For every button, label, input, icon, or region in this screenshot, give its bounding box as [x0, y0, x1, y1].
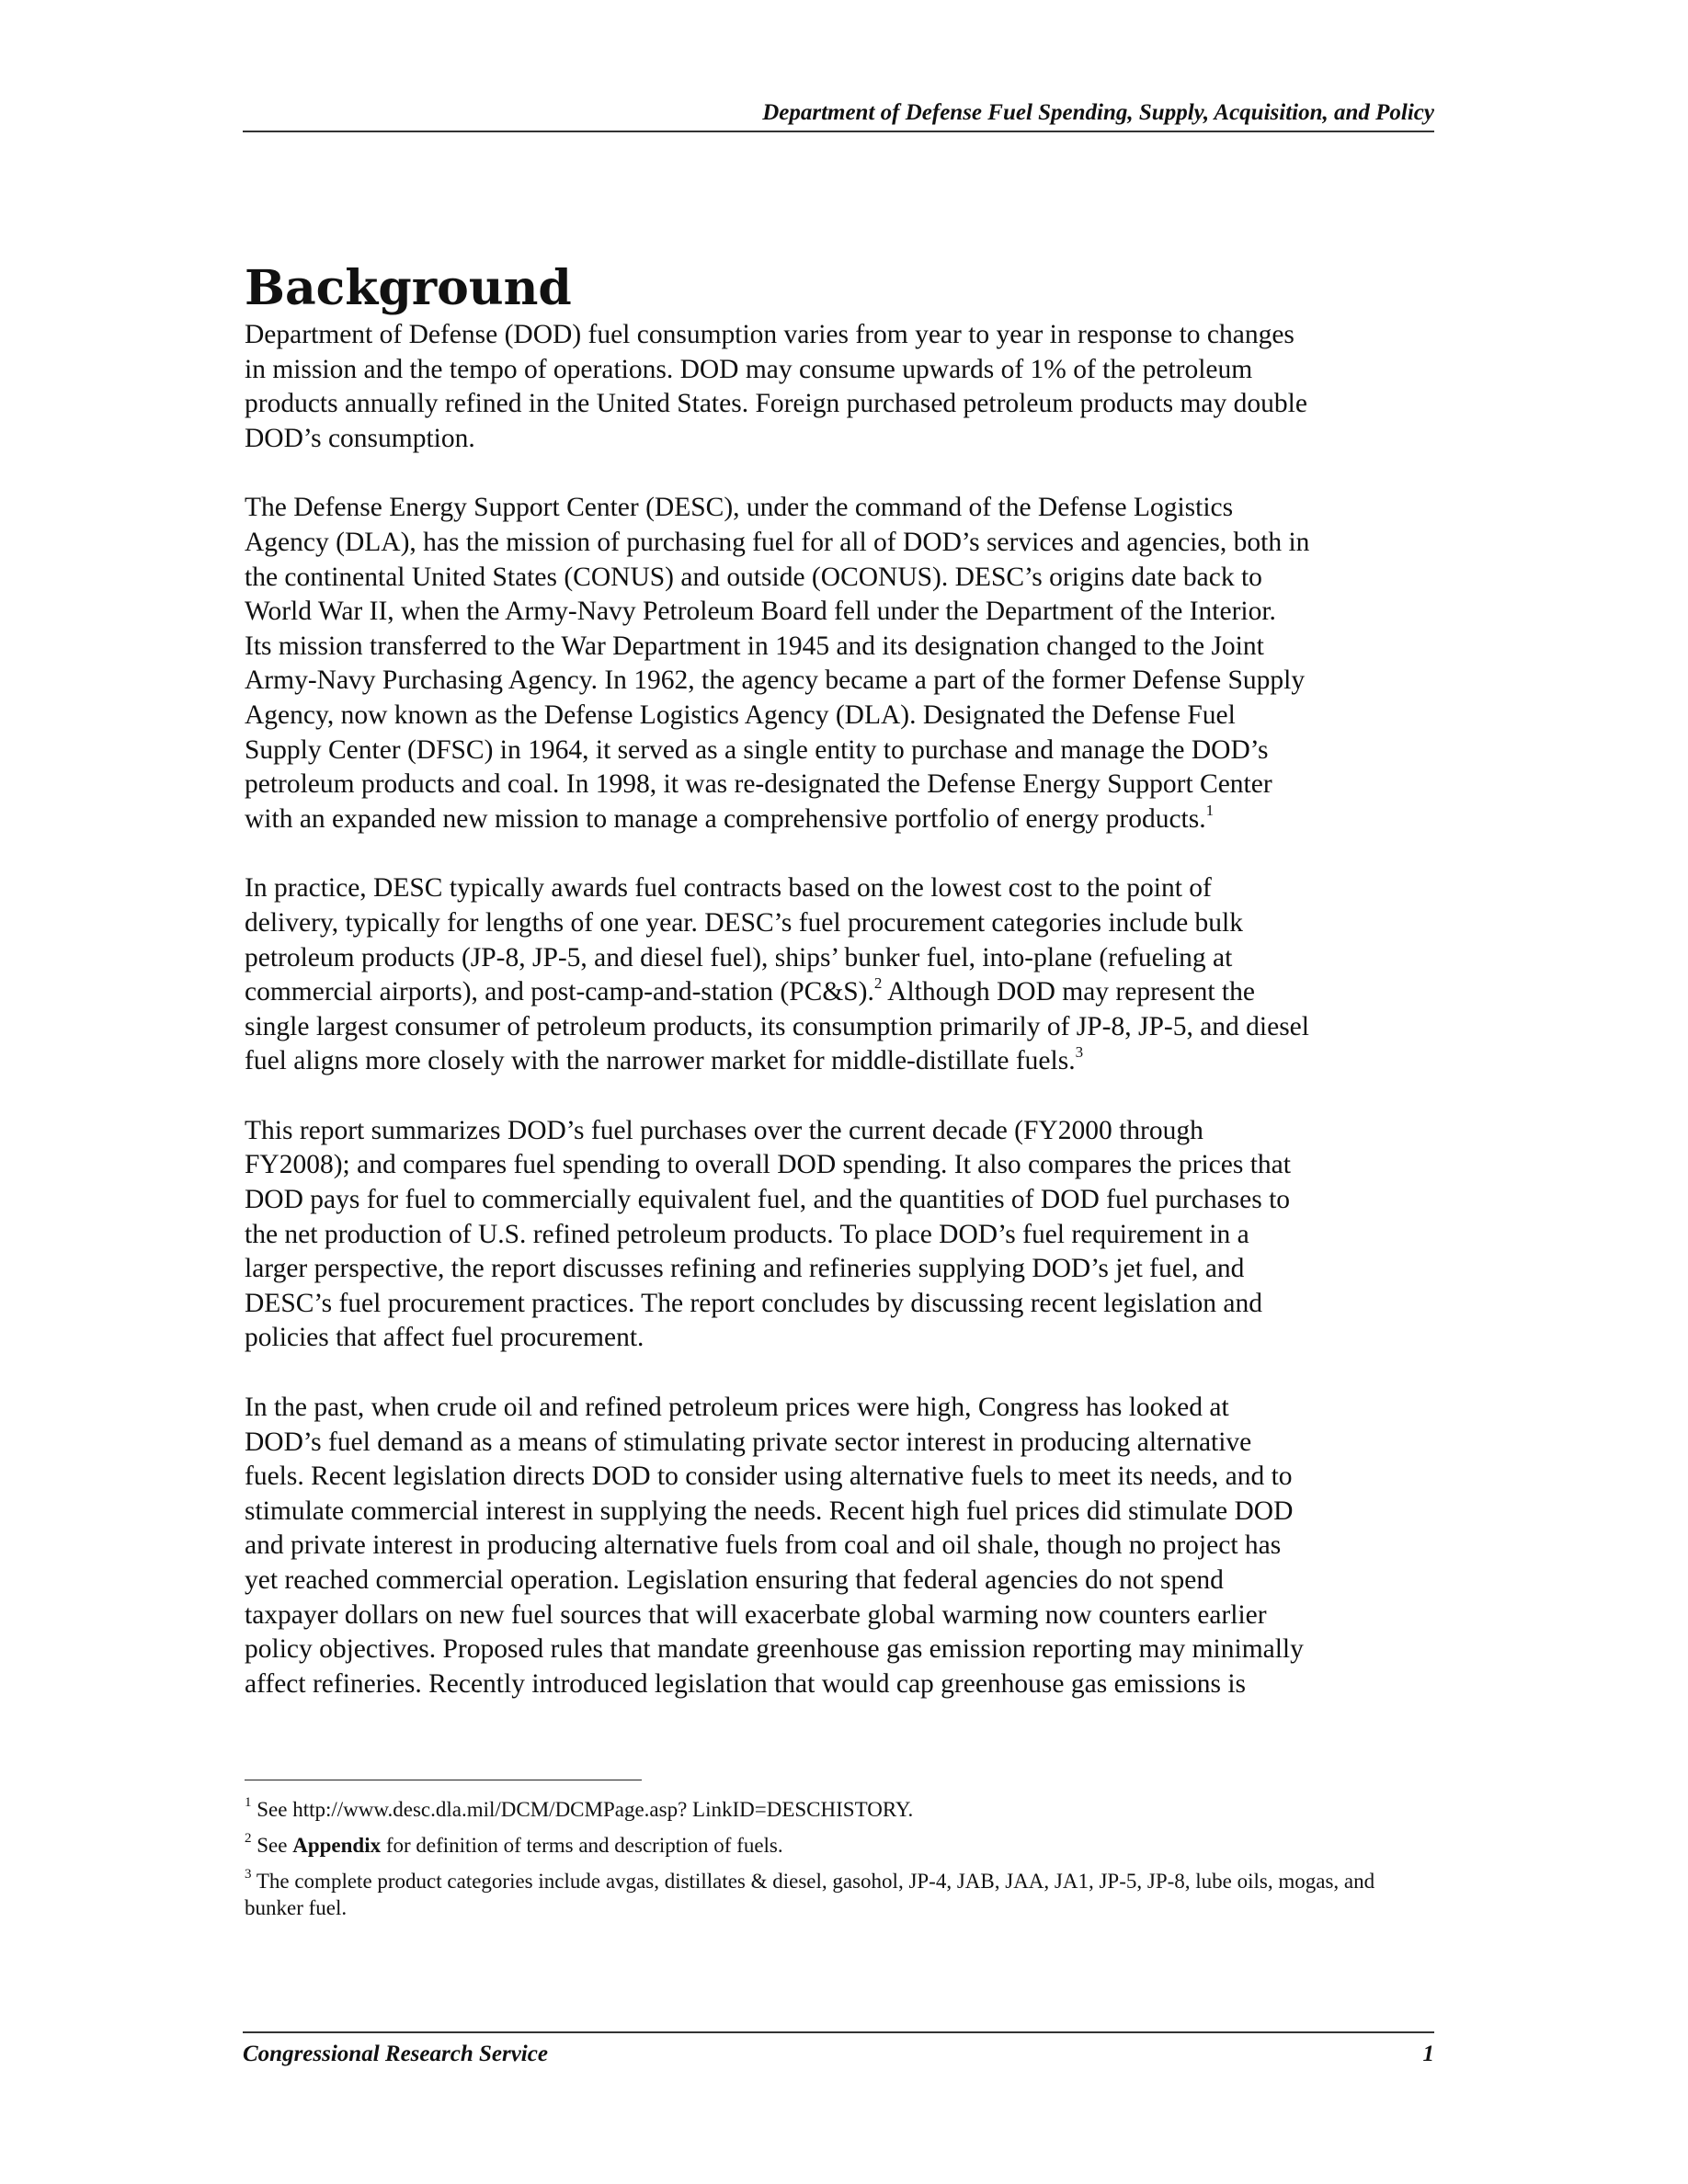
footnotes: [245, 1796, 1434, 1930]
text-line: the continental United States (CONUS) and outside (OCONUS). DESC’s origins date back to: [245, 562, 1262, 592]
text-line: Agency, now known as the Defense Logistics Agency (DLA). Designated the Defense Fuel: [245, 700, 1236, 730]
body-text: [245, 318, 1434, 1736]
text-line: World War II, when the Army-Navy Petroleum Board fell under the Department of the Interior.: [245, 597, 1276, 627]
paragraph-3: [245, 871, 1434, 1079]
footnote-2: [245, 1832, 1434, 1859]
text-line: petroleum products (JP-8, JP-5, and diesel fuel), ships’ bunker fuel, into-plane (refueling at: [245, 942, 1233, 973]
text-line: single largest consumer of petroleum products, its consumption primarily of JP-8, JP-5, and diesel: [245, 1011, 1309, 1041]
appendix-reference[interactable]: Appendix: [292, 1834, 382, 1857]
footnote-1: [245, 1796, 1434, 1823]
footnote-number: 3: [245, 1867, 252, 1883]
text-line: Agency (DLA), has the mission of purchasing fuel for all of DOD’s services and agencies, both in: [245, 527, 1310, 557]
footnote-ref-3[interactable]: 3: [1075, 1043, 1084, 1062]
footnote-3: [245, 1868, 1434, 1921]
text-line: products annually refined in the United States. Foreign purchased petroleum products may double: [245, 389, 1307, 419]
text-line: larger perspective, the report discusses refining and refineries supplying DOD’s jet fuel, and: [245, 1254, 1245, 1284]
text-line: [245, 802, 1434, 837]
text-line: in mission and the tempo of operations. DOD may consume upwards of 1% of the petroleum: [245, 354, 1253, 384]
text-line: In the past, when crude oil and refined petroleum prices were high, Congress has looked at: [245, 1393, 1229, 1423]
text-line: The Defense Energy Support Center (DESC), under the command of the Defense Logistics: [245, 493, 1234, 523]
text-line: policies that affect fuel procurement.: [245, 1323, 644, 1353]
text-segment: fuel aligns more closely with the narrower market for middle-distillate fuels.: [245, 1046, 1076, 1076]
text-line: DOD’s consumption.: [245, 423, 475, 453]
running-header: Department of Defense Fuel Spending, Supply, Acquisition, and Policy: [243, 99, 1434, 132]
text-line: Department of Defense (DOD) fuel consumption varies from year to year in response to changes: [245, 320, 1295, 349]
text-line: petroleum products and coal. In 1998, it was re-designated the Defense Energy Support Center: [245, 769, 1272, 800]
footnote-text: for definition of terms and description of fuels.: [381, 1834, 783, 1857]
footnote-text: The complete product categories include avgas, distillates & diesel, gasohol, JP-4, JAB, JAA, JA1, JP-5, JP-8, lube oils, mogas, and bunker fuel.: [245, 1870, 1375, 1919]
text-line: This report summarizes DOD’s fuel purchases over the current decade (FY2000 through: [245, 1115, 1203, 1145]
text-line: taxpayer dollars on new fuel sources that will exacerbate global warming now counters earlier: [245, 1599, 1267, 1630]
text-line: Army-Navy Purchasing Agency. In 1962, the agency became a part of the former Defense Supply: [245, 665, 1306, 696]
text-line: DOD’s fuel demand as a means of stimulating private sector interest in producing alternative: [245, 1427, 1252, 1457]
text-line: DOD pays for fuel to commercially equivalent fuel, and the quantities of DOD fuel purchases to: [245, 1185, 1291, 1215]
text-line: stimulate commercial interest in supplying the needs. Recent high fuel prices did stimulate DOD: [245, 1496, 1294, 1526]
footnote-ref-1[interactable]: 1: [1205, 801, 1215, 819]
footnote-ref-2[interactable]: 2: [873, 974, 883, 993]
footnote-number: 1: [245, 1795, 252, 1811]
footnote-text: See http://www.desc.dla.mil/DCM/DCMPage.asp? LinkID=DESCHISTORY.: [257, 1798, 914, 1821]
text-line: Its mission transferred to the War Department in 1945 and its designation changed to the Joint: [245, 631, 1264, 661]
page-number: 1: [1422, 2042, 1434, 2066]
text-segment: with an expanded new mission to manage a comprehensive portfolio of energy products.: [245, 803, 1206, 834]
text-line: [245, 975, 1434, 1010]
text-line: fuels. Recent legislation directs DOD to consider using alternative fuels to meet its needs, and to: [245, 1462, 1293, 1492]
text-line: the net production of U.S. refined petroleum products. To place DOD’s fuel requirement in a: [245, 1219, 1249, 1249]
text-segment: Although DOD may represent the: [882, 977, 1255, 1007]
text-line: yet reached commercial operation. Legislation ensuring that federal agencies do not spend: [245, 1565, 1224, 1595]
paragraph-2: [245, 491, 1434, 836]
text-line: In practice, DESC typically awards fuel contracts based on the lowest cost to the point of: [245, 873, 1212, 904]
text-line: policy objectives. Proposed rules that mandate greenhouse gas emission reporting may minimally: [245, 1634, 1304, 1665]
footer-publisher: Congressional Research Service: [243, 2042, 548, 2066]
text-line: affect refineries. Recently introduced legislation that would cap greenhouse gas emissions is: [245, 1668, 1246, 1699]
text-line: [245, 1044, 1434, 1079]
section-heading: Background: [245, 260, 572, 316]
paragraph-1: [245, 318, 1434, 456]
text-line: FY2008); and compares fuel spending to overall DOD spending. It also compares the prices that: [245, 1150, 1291, 1180]
text-line: DESC’s fuel procurement practices. The report concludes by discussing recent legislation and: [245, 1288, 1263, 1318]
text-line: delivery, typically for lengths of one year. DESC’s fuel procurement categories include bulk: [245, 907, 1243, 938]
footnote-text: See: [257, 1834, 293, 1857]
paragraph-5: [245, 1391, 1434, 1701]
text-line: and private interest in producing alternative fuels from coal and oil shale, though no project has: [245, 1530, 1282, 1561]
text-line: Supply Center (DFSC) in 1964, it served as a single entity to purchase and manage the DOD’s: [245, 734, 1269, 765]
text-segment: commercial airports), and post-camp-and-station (PC&S).: [245, 977, 874, 1007]
footnote-number: 2: [245, 1831, 252, 1847]
paragraph-4: [245, 1114, 1434, 1356]
page-footer: [243, 2031, 1434, 2068]
